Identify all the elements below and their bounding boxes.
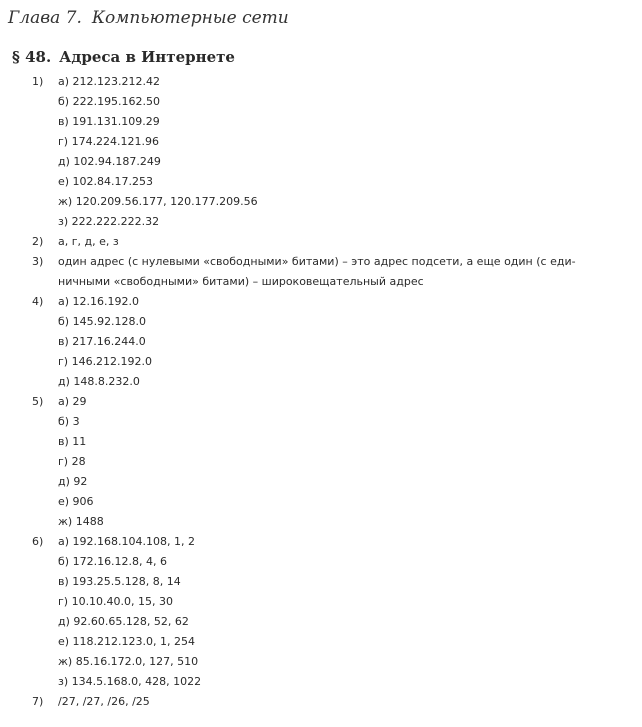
problem-number: 5) [32,395,44,408]
answer-line: д) 92 [58,475,88,488]
section-heading [12,48,235,66]
answer-line: г) 10.10.40.0, 15, 30 [58,595,174,608]
answer-line: /27, /27, /26, /25 [58,695,150,708]
answer-line: е) 118.212.123.0, 1, 254 [58,635,196,648]
problem-1 [0,72,642,232]
answer-line: д) 92.60.65.128, 52, 62 [58,615,189,628]
problem-6 [0,532,642,692]
chapter-title: Компьютерные сети [91,8,289,28]
problem-number: 1) [32,75,44,88]
problem-number: 7) [32,695,44,708]
answer-line: б) 145.92.128.0 [58,315,147,328]
answer-line: з) 222.222.222.32 [58,215,160,228]
answer-line: ж) 120.209.56.177, 120.177.209.56 [58,195,258,208]
answer-line: а) 12.16.192.0 [58,295,140,308]
section-number: § 48. [12,48,52,66]
problem-number: 3) [32,255,44,268]
answer-line: д) 148.8.232.0 [58,375,140,388]
chapter-label: Глава 7. [8,8,82,28]
problem-3 [0,252,642,292]
problem-number: 6) [32,535,44,548]
answer-line: д) 102.94.187.249 [58,155,161,168]
answer-line: в) 193.25.5.128, 8, 14 [58,575,181,588]
answer-line: ничными «свободными» битами) – широковещательный адрес [58,275,424,288]
problem-number: 4) [32,295,44,308]
answer-line: б) 172.16.12.8, 4, 6 [58,555,168,568]
answer-line: один адрес (с нулевыми «свободными» битами) – это адрес подсети, а еще один (с еди- [58,255,576,268]
answer-line: ж) 85.16.172.0, 127, 510 [58,655,199,668]
answer-line: в) 191.131.109.29 [58,115,160,128]
problem-4 [0,292,642,392]
answer-line: г) 146.212.192.0 [58,355,153,368]
problem-7 [0,692,642,712]
answer-line: б) 222.195.162.50 [58,95,161,108]
answer-line: е) 906 [58,495,94,508]
section-title: Адреса в Интернете [59,48,235,66]
answer-line: е) 102.84.17.253 [58,175,154,188]
answer-line: а) 192.168.104.108, 1, 2 [58,535,195,548]
problem-number: 2) [32,235,44,248]
answer-line: б) 3 [58,415,80,428]
answer-line: з) 134.5.168.0, 428, 1022 [58,675,202,688]
answer-line: а) 29 [58,395,87,408]
answer-line: ж) 1488 [58,515,104,528]
problem-2 [0,232,642,252]
answer-line: г) 174.224.121.96 [58,135,160,148]
answer-line: а) 212.123.212.42 [58,75,161,88]
answers-list [0,72,642,712]
answer-line: в) 217.16.244.0 [58,335,146,348]
problem-5 [0,392,642,532]
answer-line: г) 28 [58,455,86,468]
chapter-heading [8,8,289,28]
answer-line: в) 11 [58,435,87,448]
answer-line: а, г, д, е, з [58,235,119,248]
